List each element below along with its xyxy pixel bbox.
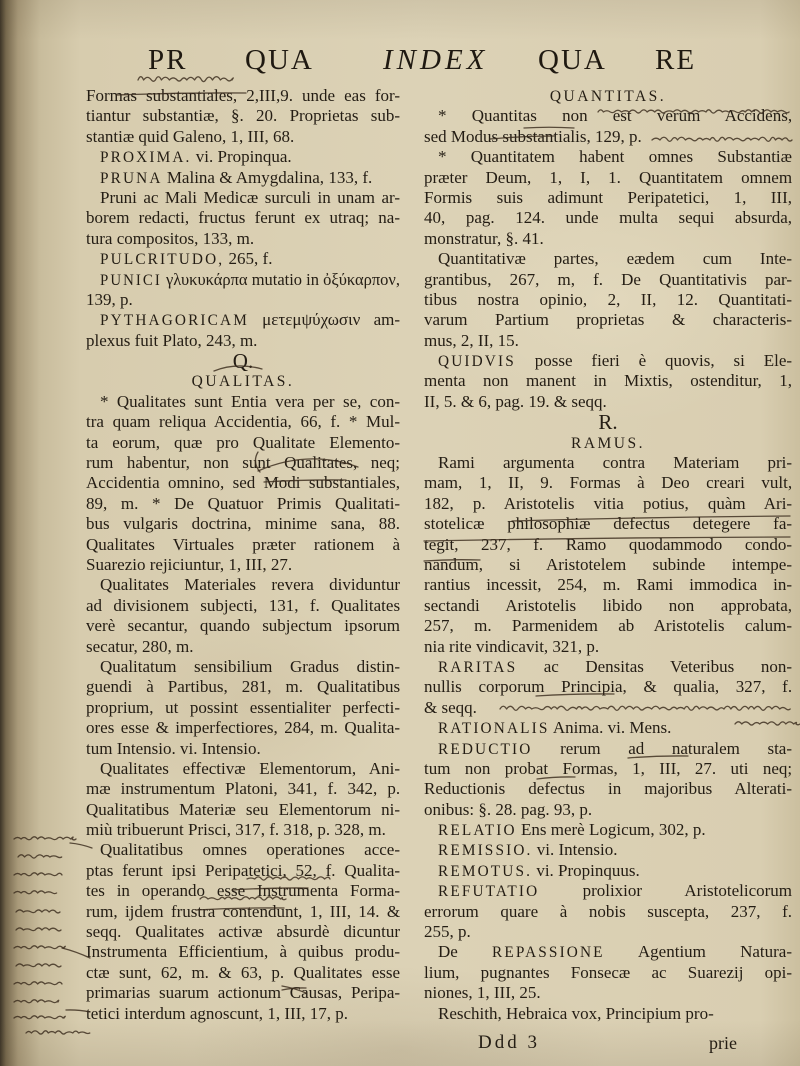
headword: REFUTATIO bbox=[438, 883, 540, 901]
index-line bbox=[424, 942, 792, 962]
index-line-text: tum Intensio. vi. Intensio. bbox=[86, 738, 261, 758]
index-line bbox=[424, 188, 792, 208]
index-line-text: varum Partium proprietas & characteris- bbox=[424, 310, 792, 330]
headword: RARITAS bbox=[438, 658, 518, 676]
index-line bbox=[424, 922, 792, 942]
headword: PUNICI bbox=[100, 271, 162, 289]
index-line bbox=[86, 637, 400, 657]
index-entry bbox=[86, 840, 400, 1024]
index-line-text: Reductionis defectus in majoribus Alterati- bbox=[424, 779, 792, 799]
index-line bbox=[86, 922, 400, 942]
index-line bbox=[86, 616, 400, 636]
index-line bbox=[424, 637, 792, 657]
index-line bbox=[424, 861, 792, 881]
index-entry bbox=[86, 310, 400, 351]
index-line-text: Qualitatum sensibilium Gradus distin- bbox=[100, 656, 400, 676]
index-line-text: niones, 1, III, 25. bbox=[424, 983, 541, 1003]
index-line bbox=[424, 902, 792, 922]
index-entry bbox=[424, 942, 792, 1003]
index-line-text: tura compositos, 133, m. bbox=[86, 228, 255, 248]
index-line-text: verè secantur, quando subjectum ipsorum bbox=[86, 616, 400, 636]
index-line-text: Qualitates Materiales revera dividuntur bbox=[100, 575, 400, 595]
index-entry bbox=[424, 1004, 792, 1024]
index-line bbox=[86, 575, 400, 595]
index-line bbox=[424, 371, 792, 391]
index-line-text: PUNICI γλυκυκάρπα mutatio in ὀξύκαρπον, bbox=[100, 269, 400, 289]
index-entry bbox=[424, 739, 792, 821]
headword: RELATIO bbox=[438, 822, 517, 840]
index-line bbox=[424, 881, 792, 901]
index-line bbox=[86, 494, 400, 514]
index-line bbox=[86, 840, 400, 860]
index-line-text: ptas ferunt ipsi Peripatetici, 52, f. Qualita- bbox=[86, 860, 400, 880]
index-line-text: RELATIO Ens merè Logicum, 302, p. bbox=[438, 820, 706, 840]
running-head-title: INDEX bbox=[383, 44, 489, 76]
index-line-text: Quantitativæ partes, eædem cum Inte- bbox=[438, 249, 792, 269]
index-entry bbox=[86, 168, 400, 188]
index-line bbox=[86, 677, 400, 697]
index-entry bbox=[86, 147, 400, 167]
index-line bbox=[86, 229, 400, 249]
index-line bbox=[86, 208, 400, 228]
index-line-text: Qualitates effectivæ Elementorum, Ani- bbox=[100, 758, 400, 778]
index-line-text: stantiæ quid Galeno, 1, III, 68. bbox=[86, 126, 295, 146]
index-line bbox=[86, 759, 400, 779]
index-entry bbox=[424, 249, 792, 351]
index-line bbox=[86, 881, 400, 901]
handwriting-stroke bbox=[16, 928, 61, 931]
index-line bbox=[424, 208, 792, 228]
handwriting-stroke bbox=[138, 77, 233, 82]
index-line-text: sectandi Aristotelis libido non approbata, bbox=[424, 595, 792, 615]
handwriting-stroke bbox=[18, 855, 62, 858]
index-line-text: ctæ sunt, 62, m. & 63, p. Qualitates esse bbox=[86, 962, 400, 982]
index-line-text: mæ instrumentum Platoni, 341, f. 342, p. bbox=[86, 779, 400, 799]
index-line bbox=[424, 718, 792, 738]
index-line bbox=[424, 147, 792, 167]
index-line-text: grantibus, 267, m, f. De Quantitativis par- bbox=[424, 269, 792, 289]
index-line bbox=[86, 106, 400, 126]
index-line bbox=[424, 331, 792, 351]
index-line bbox=[86, 861, 400, 881]
index-line bbox=[424, 453, 792, 473]
index-line bbox=[424, 616, 792, 636]
handwriting-stroke bbox=[14, 837, 76, 840]
headword: PULCRITUDO, bbox=[100, 251, 225, 269]
index-line bbox=[424, 840, 792, 860]
index-line-text: REMOTUS. vi. Propinquus. bbox=[438, 860, 640, 880]
index-line bbox=[86, 820, 400, 840]
index-line bbox=[86, 290, 400, 310]
index-line bbox=[424, 820, 792, 840]
index-line bbox=[424, 351, 792, 371]
index-line-text: 257, m. Parmenidem ab Aristotelis calum- bbox=[424, 616, 792, 636]
index-line-text: Qualitates Virtuales præter rationem à bbox=[86, 534, 400, 554]
index-line-text: sed Modus substantialis, 129, p. bbox=[424, 126, 642, 146]
index-line-text: * Quantitatem habent omnes Substantiæ bbox=[438, 147, 792, 167]
index-line bbox=[424, 494, 792, 514]
index-line-text: De REPASSIONE Agentium Natura- bbox=[438, 942, 792, 962]
index-line-text: proprium, ut possint essentialiter perfecti- bbox=[86, 697, 400, 717]
index-line bbox=[424, 168, 792, 188]
index-line bbox=[86, 331, 400, 351]
headword: REMISSIO. bbox=[438, 842, 533, 860]
index-line-text: secatur, 280, m. bbox=[86, 636, 194, 656]
index-line bbox=[86, 800, 400, 820]
index-line bbox=[424, 473, 792, 493]
index-line-text: Accidentia omnino, sed Modi substantiales, bbox=[86, 473, 400, 493]
index-line-text: tiantur substantiæ, §. 20. Proprietas sub- bbox=[86, 106, 400, 126]
index-line-text: PROXIMA. vi. Propinqua. bbox=[100, 147, 292, 167]
index-line bbox=[424, 127, 792, 147]
index-line-text: nia rite vindicavit, 321, p. bbox=[424, 636, 600, 656]
index-line bbox=[424, 310, 792, 330]
index-line bbox=[86, 473, 400, 493]
index-entry bbox=[86, 657, 400, 759]
index-line-text: 89, m. * De Quatuor Primis Qualitati- bbox=[86, 493, 400, 513]
left-column bbox=[86, 86, 400, 1024]
index-line-text: rum, ijdem frustra contendunt, 1, III, 14. & bbox=[86, 901, 400, 921]
index-line-text: seqq. Qualitates activæ absurdè dicuntur bbox=[86, 922, 400, 942]
index-line bbox=[86, 1004, 400, 1024]
index-line-text: REFUTATIO prolixior Aristotelicorum bbox=[438, 881, 792, 901]
index-line bbox=[424, 229, 792, 249]
index-line bbox=[86, 270, 400, 290]
index-line bbox=[86, 168, 400, 188]
handwriting-stroke bbox=[16, 964, 61, 967]
index-line-text: Instrumenta Efficientium, à quibus produ- bbox=[86, 942, 400, 962]
index-entry bbox=[424, 106, 792, 147]
index-line-text: tra quam reliqua Accidentia, 66, f. * Mul- bbox=[86, 412, 400, 432]
index-entry bbox=[424, 453, 792, 657]
headword: REPASSIONE bbox=[492, 944, 605, 962]
index-line-text: stotelicæ philosophiæ defectus detegere fa- bbox=[424, 514, 792, 534]
running-head-part: PR bbox=[148, 44, 188, 76]
index-line-text: QUIDVIS posse fieri è quovis, si Ele- bbox=[438, 351, 792, 371]
index-line bbox=[424, 800, 792, 820]
index-line-text: 182, p. Aristotelis vitia potius, quàm Ari- bbox=[424, 493, 792, 513]
index-line bbox=[424, 983, 792, 1003]
index-line-text: Qualitatibus omnes operationes acce- bbox=[100, 840, 400, 860]
handwriting-stroke bbox=[16, 910, 60, 913]
index-line bbox=[86, 433, 400, 453]
index-line-text: PULCRITUDO, 265, f. bbox=[100, 249, 273, 269]
index-line-text: PRUNA Malina & Amygdalina, 133, f. bbox=[100, 167, 373, 187]
letter-heading bbox=[424, 412, 792, 432]
index-line-text: 40, pag. 124. unde multa sequi absurda, bbox=[424, 208, 792, 228]
section-heading bbox=[86, 371, 400, 391]
handwriting-stroke bbox=[14, 1016, 65, 1019]
index-line bbox=[86, 535, 400, 555]
index-line-text: RARITAS ac Densitas Veteribus non- bbox=[438, 656, 792, 676]
index-line bbox=[86, 718, 400, 738]
headword: REDUCTIO bbox=[438, 740, 533, 758]
index-line-text: Suarezio rejiciuntur, 1, III, 27. bbox=[86, 554, 293, 574]
index-line-text: bus vulgaris doctrina, minime sana, 88. bbox=[86, 514, 400, 534]
running-head-part: QUA bbox=[245, 44, 314, 76]
index-line bbox=[86, 310, 400, 330]
index-entry bbox=[424, 840, 792, 860]
index-line-text: lium, pugnantes Fonsecæ ac Suarezij opi- bbox=[424, 962, 792, 982]
index-line-text: Reschith, Hebraica vox, Principium pro- bbox=[438, 1003, 714, 1023]
index-line bbox=[424, 290, 792, 310]
index-line-text: nullis corporum Principia, & qualia, 327, f. bbox=[424, 677, 792, 697]
index-line-text: 255, p. bbox=[424, 922, 471, 942]
index-line bbox=[86, 657, 400, 677]
index-line bbox=[86, 983, 400, 1003]
index-line-text: nandum, si Aristotelem subinde intempe- bbox=[424, 554, 792, 574]
index-line-text: onibus: §. 28. pag. 93, p. bbox=[424, 799, 593, 819]
section-heading bbox=[424, 86, 792, 106]
index-line bbox=[86, 942, 400, 962]
index-line bbox=[86, 127, 400, 147]
index-line bbox=[86, 514, 400, 534]
heading-text: QUALITAS. bbox=[191, 373, 295, 391]
index-line bbox=[86, 249, 400, 269]
index-line bbox=[86, 963, 400, 983]
section-heading bbox=[424, 433, 792, 453]
index-line-text: rantius incessit, 254, m. Rami immodica in- bbox=[424, 575, 792, 595]
catchword: prie bbox=[709, 1033, 737, 1053]
index-line-text: mus, 2, II, 15. bbox=[424, 330, 519, 350]
index-entry bbox=[86, 575, 400, 657]
index-line bbox=[424, 106, 792, 126]
index-line-text: plexus fuit Plato, 243, m. bbox=[86, 330, 258, 350]
headword: QUIDVIS bbox=[438, 353, 516, 371]
index-line bbox=[424, 759, 792, 779]
index-line-text: præter Deum, 1, I, 1. Quantitatem omnem bbox=[424, 167, 792, 187]
index-line bbox=[424, 963, 792, 983]
index-line bbox=[424, 270, 792, 290]
index-line bbox=[424, 392, 792, 412]
index-line bbox=[86, 596, 400, 616]
handwriting-stroke bbox=[14, 873, 62, 876]
index-entry bbox=[86, 249, 400, 269]
index-line-text: II, 5. & 6, pag. 19. & seqq. bbox=[424, 391, 607, 411]
index-line bbox=[86, 555, 400, 575]
index-line-text: menta non manent in Mixtis, ostenditur, 1, bbox=[424, 371, 792, 391]
index-entry bbox=[424, 351, 792, 412]
heading-text: R. bbox=[598, 412, 618, 433]
running-head-part: RE bbox=[655, 44, 697, 76]
index-line bbox=[424, 596, 792, 616]
index-line-text: tibus nostra opinio, 2, II, 12. Quantitati- bbox=[424, 289, 792, 309]
index-line bbox=[86, 86, 400, 106]
index-line-text: Formis suis adimunt Peripatetici, 1, III, bbox=[424, 187, 792, 207]
handwriting-stroke bbox=[14, 1000, 59, 1003]
signature-mark: Ddd 3 bbox=[478, 1032, 540, 1053]
index-line bbox=[86, 453, 400, 473]
index-line bbox=[424, 575, 792, 595]
index-line bbox=[424, 1004, 792, 1024]
index-line bbox=[424, 535, 792, 555]
index-line-text: ad divisionem subjecti, 131, f. Qualitates bbox=[86, 595, 400, 615]
headword: PYTHAGORICAM bbox=[100, 312, 249, 330]
handwriting-stroke bbox=[14, 982, 62, 985]
index-line bbox=[86, 412, 400, 432]
index-line-text: rum habentur, non sunt Qualitates, neq; bbox=[86, 453, 400, 473]
index-line-text: tegit, 237, f. Ramo quodammodo condo- bbox=[424, 534, 792, 554]
index-line bbox=[86, 698, 400, 718]
index-line bbox=[86, 739, 400, 759]
index-line-text: primarias suarum actionum Causas, Peripa- bbox=[86, 983, 400, 1003]
index-entry bbox=[86, 759, 400, 841]
index-line bbox=[424, 249, 792, 269]
index-line bbox=[424, 779, 792, 799]
index-line-text: Rami argumenta contra Materiam pri- bbox=[438, 453, 792, 473]
handwriting-stroke bbox=[14, 946, 65, 949]
index-line bbox=[424, 555, 792, 575]
index-line bbox=[424, 739, 792, 759]
index-line-text: Pruni ac Mali Medicæ surculi in unam ar- bbox=[100, 187, 400, 207]
right-column bbox=[424, 86, 792, 1024]
index-line bbox=[86, 779, 400, 799]
index-line bbox=[86, 902, 400, 922]
headword: PROXIMA. bbox=[100, 149, 192, 167]
index-entry bbox=[86, 270, 400, 311]
handwriting-stroke bbox=[14, 891, 57, 894]
index-line-text: PYTHAGORICAM μετεμψύχωσιν am- bbox=[100, 310, 400, 330]
index-line-text: borem redacti, fructus ferunt ex utraq; na- bbox=[86, 208, 400, 228]
index-entry bbox=[424, 147, 792, 249]
heading-text: Q. bbox=[232, 351, 254, 372]
index-line-text: tum non probat Formas, 1, III, 27. uti neq; bbox=[424, 758, 792, 778]
heading-text: RAMUS. bbox=[570, 434, 645, 452]
index-entry bbox=[424, 861, 792, 881]
index-line-text: tes in operando esse Instrumenta Forma- bbox=[86, 881, 400, 901]
index-entry bbox=[86, 86, 400, 147]
index-line-text: errorum quare à nobis suscepta, 237, f. bbox=[424, 901, 792, 921]
index-entry bbox=[424, 820, 792, 840]
index-entry bbox=[424, 881, 792, 942]
index-line bbox=[86, 392, 400, 412]
headword: REMOTUS. bbox=[438, 862, 533, 880]
index-line bbox=[424, 698, 792, 718]
index-line-text: & seqq. bbox=[424, 697, 477, 717]
index-line-text: REDUCTIO rerum ad naturalem sta- bbox=[438, 738, 792, 758]
index-line-text: * Quantitas non est verum Accidens, bbox=[438, 106, 792, 126]
headword: RATIONALIS bbox=[438, 720, 550, 738]
index-entry bbox=[424, 718, 792, 738]
index-line bbox=[424, 677, 792, 697]
running-head-part: QUA bbox=[538, 44, 607, 76]
index-entry bbox=[424, 657, 792, 718]
index-line bbox=[86, 188, 400, 208]
index-line-text: ta eorum, quæ pro Qualitate Elemento- bbox=[86, 432, 400, 452]
index-line-text: Formas substantiales, 2,III,9. unde eas for- bbox=[86, 86, 400, 105]
letter-heading bbox=[86, 351, 400, 371]
index-line bbox=[86, 147, 400, 167]
index-line-text: guendi à Partibus, 281, m. Qualitatibus bbox=[86, 677, 400, 697]
index-line-text: * Qualitates sunt Entia vera per se, con- bbox=[100, 391, 400, 411]
index-entry bbox=[86, 188, 400, 249]
index-line-text: miù tribuerunt Prisci, 317, f. 318, p. 328, m. bbox=[86, 820, 386, 840]
index-line-text: REMISSIO. vi. Intensio. bbox=[438, 840, 618, 860]
headword: PRUNA bbox=[100, 169, 163, 187]
index-line bbox=[424, 514, 792, 534]
handwriting-stroke bbox=[26, 1031, 90, 1034]
index-line bbox=[424, 657, 792, 677]
index-line-text: Qualitatibus Materiæ seu Elementorum ni- bbox=[86, 799, 400, 819]
index-line-text: mam, 1, II, 9. Formas à Deo creari vult, bbox=[424, 473, 792, 493]
index-line-text: ores esse & imperfectiores, 284, m. Qualita- bbox=[86, 718, 400, 738]
index-line-text: monstratur, §. 41. bbox=[424, 228, 544, 248]
index-line-text: tetici interdum agnoscunt, 1, III, 17, p. bbox=[86, 1003, 349, 1023]
index-line-text: 139, p. bbox=[86, 289, 133, 309]
heading-text: QUANTITAS. bbox=[549, 88, 667, 105]
index-entry bbox=[86, 392, 400, 576]
index-line-text: RATIONALIS Anima. vi. Mens. bbox=[438, 718, 672, 738]
